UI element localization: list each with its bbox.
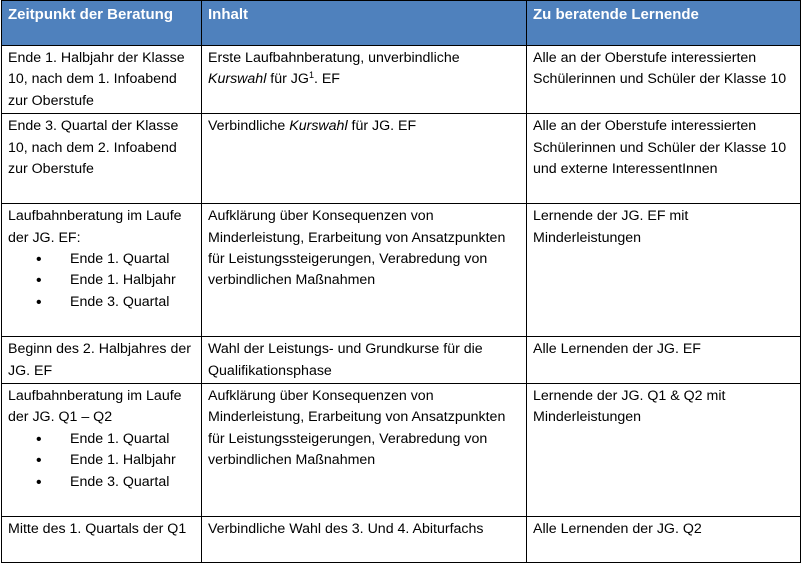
cell-time (2, 384, 202, 517)
table-row (2, 384, 801, 517)
content-emphasis: Kurswahl (289, 118, 348, 135)
cell-content: Verbindliche Wahl des 3. Und 4. Abiturfachs (202, 517, 527, 563)
table-row (2, 114, 801, 204)
bullet-item: • Ende 1. Quartal (70, 249, 195, 270)
cell-time: Ende 3. Quartal der Klasse 10, nach dem 2. Infoabend zur Oberstufe (2, 114, 202, 204)
cell-time: Beginn des 2. Halbjahres der JG. EF (2, 337, 202, 384)
bullet-item: • Ende 1. Halbjahr (70, 270, 195, 291)
footnote-marker: 1 (308, 70, 314, 81)
content-emphasis: Kurswahl (208, 71, 267, 88)
time-text: Laufbahnberatung im Laufe der JG. Q1 – Q2 (8, 388, 182, 426)
cell-learners: Lernende der JG. EF mit Minderleistungen (527, 204, 801, 337)
header-content: Inhalt (202, 1, 527, 46)
cell-content: Wahl der Leistungs- und Grundkurse für die Qualifikationsphase (202, 337, 527, 384)
header-learners: Zu beratende Lernende (527, 1, 801, 46)
cell-time: Mitte des 1. Quartals der Q1 (2, 517, 202, 563)
cell-learners: Alle Lernenden der JG. Q2 (527, 517, 801, 563)
header-time: Zeitpunkt der Beratung (2, 1, 202, 46)
table-row (2, 204, 801, 337)
cell-content: Aufklärung über Konsequenzen von Minderleistung, Erarbeitung von Ansatzpunkten für Leistungssteigerungen, Verabredung von verbindlichen Maßnahmen (202, 204, 527, 337)
cell-learners: Alle Lernenden der JG. EF (527, 337, 801, 384)
cell-learners: Lernende der JG. Q1 & Q2 mit Minderleistungen (527, 384, 801, 517)
bullet-list (8, 429, 195, 493)
bullet-item: • Ende 1. Halbjahr (70, 450, 195, 471)
header-row (2, 1, 801, 46)
cell-time: Ende 1. Halbjahr der Klasse 10, nach dem 1. Infoabend zur Oberstufe (2, 46, 202, 114)
cell-learners: Alle an der Oberstufe interessierten Schülerinnen und Schüler der Klasse 10 (527, 46, 801, 114)
bullet-item: • Ende 3. Quartal (70, 472, 195, 493)
bullet-list (8, 249, 195, 313)
bullet-item: • Ende 3. Quartal (70, 292, 195, 313)
table-row (2, 46, 801, 114)
time-text: Laufbahnberatung im Laufe der JG. EF: (8, 208, 182, 246)
content-text: Erste Laufbahnberatung, unverbindliche (208, 50, 460, 66)
bullet-item: • Ende 1. Quartal (70, 429, 195, 450)
cell-content: Aufklärung über Konsequenzen von Minderleistung, Erarbeitung von Ansatzpunkten für Leistungssteigerungen, Verabredung von verbindlichen Maßnahmen (202, 384, 527, 517)
table-row (2, 337, 801, 384)
cell-time (2, 204, 202, 337)
cell-learners: Alle an der Oberstufe interessierten Schülerinnen und Schüler der Klasse 10 und externe InteressentInnen (527, 114, 801, 204)
content-text: für JG. EF (347, 118, 417, 135)
content-text: für JG (266, 71, 309, 88)
cell-content (202, 46, 527, 114)
content-text: Verbindliche (208, 118, 290, 135)
table-row (2, 517, 801, 563)
content-text: . EF (313, 71, 340, 88)
cell-content (202, 114, 527, 204)
counseling-table (1, 0, 801, 563)
